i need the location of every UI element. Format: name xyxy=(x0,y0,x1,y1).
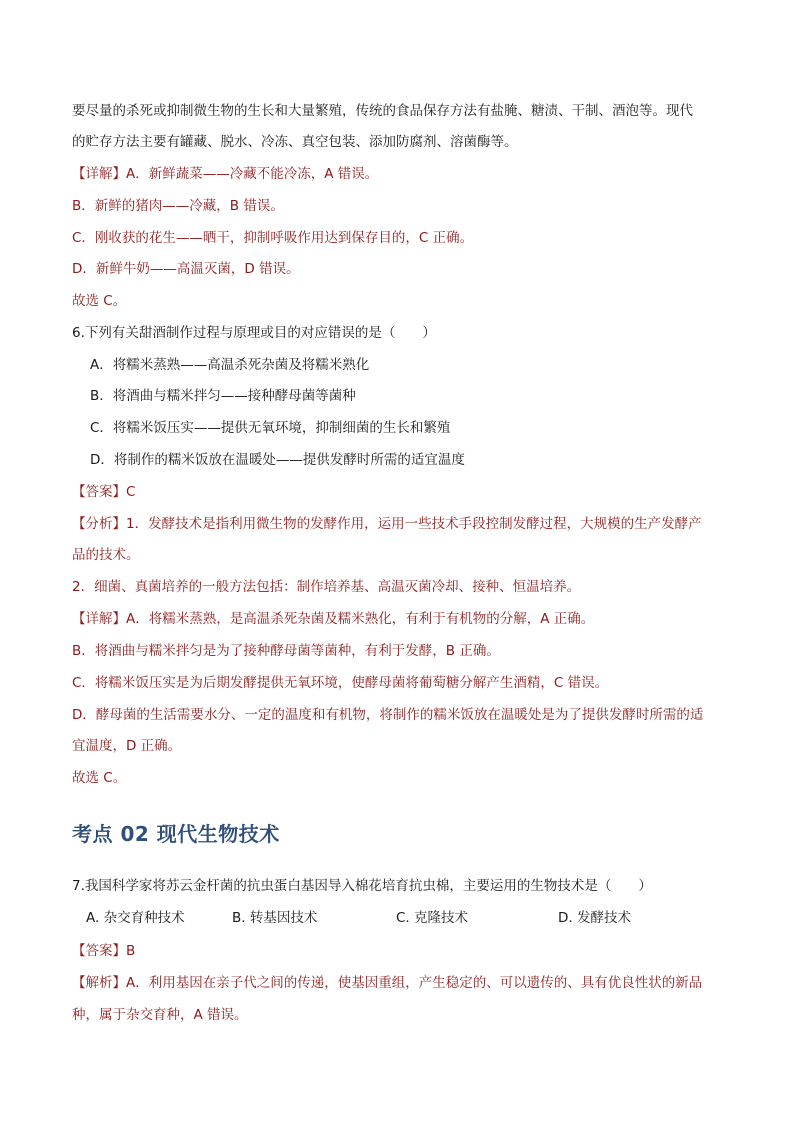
q6-detail-c: C．将糯米饭压实是为后期发酵提供无氧环境，使酵母菌将葡萄糖分解产生酒精，C 错误。 xyxy=(72,675,609,691)
intro-line-1: 要尽量的杀死或抑制微生物的生长和大量繁殖，传统的食品保存方法有盐腌、糖渍、干制、酒泡等。现代 xyxy=(72,103,693,119)
q5-detail-c: C．刚收获的花生——晒干，抑制呼吸作用达到保存目的，C 正确。 xyxy=(72,230,474,246)
q6-analysis-1a: 【分析】1．发酵技术是指利用微生物的发酵作用，运用一些技术手段控制发酵过程，大规模的生产发酵产 xyxy=(72,516,702,532)
q6-option-d: D．将制作的糯米饭放在温暖处——提供发酵时所需的适宜温度 xyxy=(90,452,465,468)
q6-analysis-2: 2．细菌、真菌培养的一般方法包括：制作培养基、高温灭菌冷却、接种、恒温培养。 xyxy=(72,579,581,595)
q7-question: 7.我国科学家将苏云金杆菌的抗虫蛋白基因导入棉花培育抗虫棉，主要运用的生物技术是（ ） xyxy=(72,878,652,894)
q6-detail-a: 【详解】A．将糯米蒸熟，是高温杀死杂菌及糯米熟化，有利于有机物的分解，A 正确。 xyxy=(72,611,595,627)
section-heading: 考点 02 现代生物技术 xyxy=(72,822,280,846)
intro-line-2: 的贮存方法主要有罐藏、脱水、冷冻、真空包装、添加防腐剂、溶菌酶等。 xyxy=(72,134,518,150)
q7-analysis-a-1: 【解析】A．利用基因在亲子代之间的传递，使基因重组，产生稳定的、可以遗传的、具有优良性状的新品 xyxy=(72,975,703,991)
q7-options-row xyxy=(86,908,706,928)
q6-choose: 故选 C。 xyxy=(72,770,127,786)
q6-option-b: B．将酒曲与糯米拌匀——接种酵母菌等菌种 xyxy=(90,388,356,404)
q5-detail-a: 【详解】A．新鲜蔬菜——冷藏不能冷冻，A 错误。 xyxy=(72,166,379,182)
q7-analysis-a-2: 种，属于杂交育种，A 错误。 xyxy=(72,1007,248,1023)
q6-detail-d-2: 宜温度，D 正确。 xyxy=(72,738,182,754)
q5-choose: 故选 C。 xyxy=(72,293,127,309)
q6-analysis-1b: 品的技术。 xyxy=(72,547,140,563)
q5-detail-b: B．新鲜的猪肉——冷藏，B 错误。 xyxy=(72,198,284,214)
q5-detail-d: D．新鲜牛奶——高温灭菌，D 错误。 xyxy=(72,261,300,277)
q6-question: 6.下列有关甜酒制作过程与原理或目的对应错误的是（ ） xyxy=(72,325,436,341)
q6-option-c: C．将糯米饭压实——提供无氧环境，抑制细菌的生长和繁殖 xyxy=(90,420,451,436)
q7-option-a: A. 杂交育种技术 xyxy=(86,910,185,926)
q6-detail-b: B．将酒曲与糯米拌匀是为了接种酵母菌等菌种，有利于发酵，B 正确。 xyxy=(72,643,500,659)
q7-option-b: B. 转基因技术 xyxy=(232,910,318,926)
q6-option-a: A．将糯米蒸熟——高温杀死杂菌及将糯米熟化 xyxy=(90,357,370,373)
q7-option-c: C. 克隆技术 xyxy=(396,910,469,926)
q6-answer: 【答案】C xyxy=(72,484,136,500)
q6-detail-d-1: D．酵母菌的生活需要水分、一定的温度和有机物，将制作的糯米饭放在温暖处是为了提供发酵时所需的适 xyxy=(72,707,704,723)
q7-answer: 【答案】B xyxy=(72,943,136,959)
q7-option-d: D. 发酵技术 xyxy=(558,910,631,926)
